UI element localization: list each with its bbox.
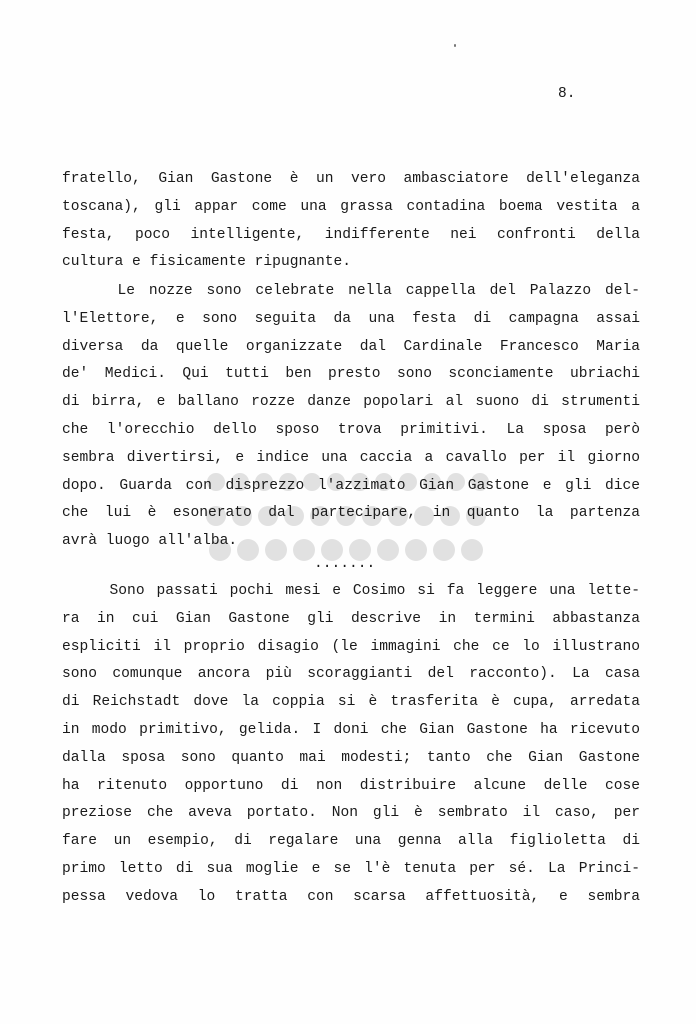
text-line: festa, poco intelligente, indifferente nei confronti della bbox=[62, 226, 640, 243]
text-line: diversa da quelle organizzate dal Cardinale Francesco Maria bbox=[62, 338, 640, 355]
text-line: di Reichstadt dove la coppia si è trasferita è cupa, arredata bbox=[62, 694, 640, 711]
text-line: primo letto di sua moglie e se l'è tenuta per sé. La Princi- bbox=[62, 860, 640, 877]
text-line: sono comunque ancora più scoraggianti del racconto). La casa bbox=[62, 666, 640, 683]
text-line: fratello, Gian Gastone è un vero ambasciatore dell'eleganza bbox=[62, 171, 640, 187]
text-line: pessa vedova lo tratta con scarsa affettuosità, e sembra bbox=[62, 888, 640, 905]
text-line: sembra divertirsi, e indice una caccia a cavallo per il giorno bbox=[62, 449, 640, 466]
text-line: cultura e fisicamente ripugnante. bbox=[62, 254, 352, 271]
text-line: Sono passati pochi mesi e Cosimo si fa leggere una lette- bbox=[62, 583, 640, 599]
text-line: che lui è esonerato dal partecipare, in quanto la partenza bbox=[62, 505, 640, 522]
text-line: l'Elettore, e sono seguita da una festa di campagna assai bbox=[62, 310, 640, 327]
text-line: che l'orecchio dello sposo trova primitivi. La sposa però bbox=[62, 421, 640, 438]
text-line: avrà luogo all'alba. bbox=[62, 533, 238, 550]
page-number: 8. bbox=[558, 86, 576, 102]
text-line: di birra, e ballano rozze danze popolari al suono di strumenti bbox=[62, 394, 640, 411]
text-line: toscana), gli appar come una grassa contadina boema vestita a bbox=[62, 198, 640, 215]
text-line: dopo. Guarda con disprezzo l'azzimato Gian Gastone e gli dice bbox=[62, 477, 640, 494]
text-line: de' Medici. Qui tutti ben presto sono sconciamente ubriachi bbox=[62, 366, 640, 383]
text-line: ha ritenuto opportuno di non distribuire alcune delle cose bbox=[62, 777, 640, 794]
text-line: in modo primitivo, gelida. I doni che Gian Gastone ha ricevuto bbox=[62, 721, 640, 738]
section-separator: ....... bbox=[314, 556, 376, 572]
text-line: ra in cui Gian Gastone gli descrive in termini abbastanza bbox=[62, 610, 640, 627]
paragraph-1 bbox=[62, 166, 640, 277]
scan-speck bbox=[454, 44, 456, 47]
text-line: Le nozze sono celebrate nella cappella del Palazzo del- bbox=[62, 283, 640, 299]
text-line: dalla sposa sono quanto mai modesti; tanto che Gian Gastone bbox=[62, 749, 640, 766]
paragraph-3 bbox=[62, 578, 640, 912]
text-line: fare un esempio, di regalare una genna alla figlioletta di bbox=[62, 833, 640, 850]
paragraph-2 bbox=[62, 278, 640, 556]
text-line: espliciti il proprio disagio (le immagini che ce lo illustrano bbox=[62, 638, 640, 655]
text-line: preziose che aveva portato. Non gli è sembrato il caso, per bbox=[62, 805, 640, 822]
